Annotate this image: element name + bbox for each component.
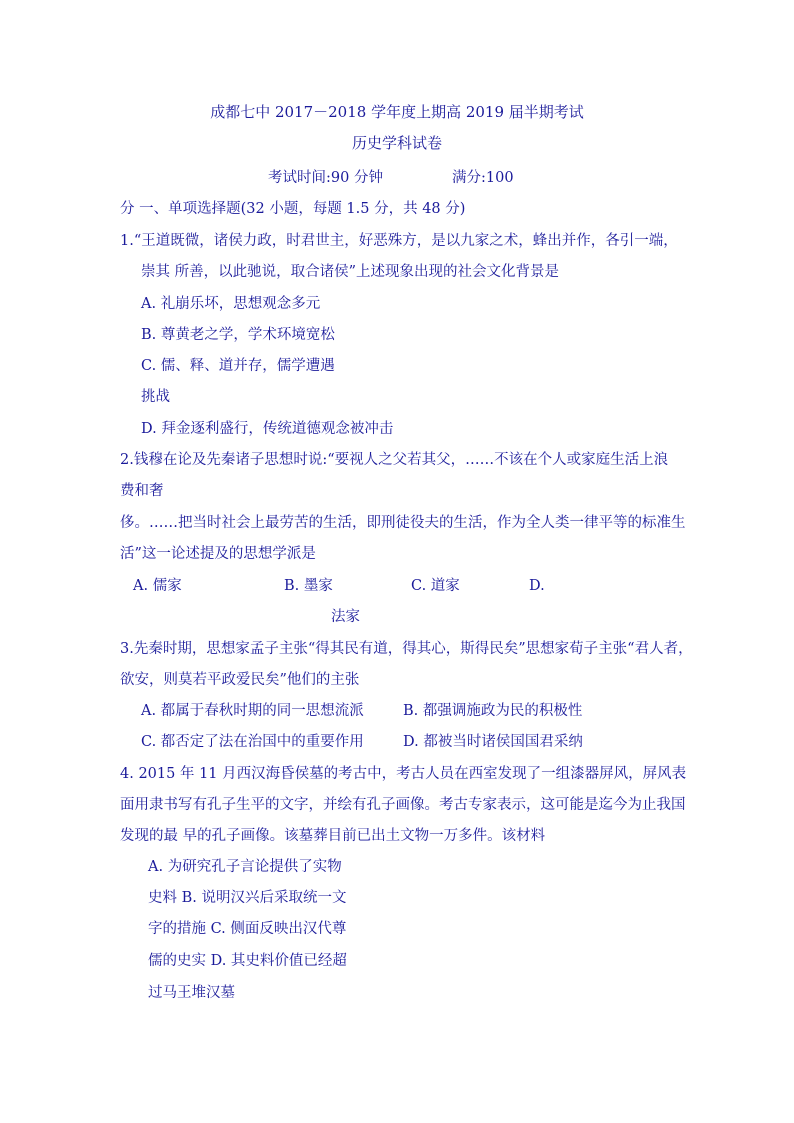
option-line: 史料 B. 说明汉兴后采取统一文 bbox=[148, 890, 347, 906]
option-line: 字的措施 C. 侧面反映出汉代尊 bbox=[148, 921, 347, 937]
option-d-continued: 法家 bbox=[331, 609, 360, 625]
question-stem-line: 发现的最 早的孔子画像。该墓葬目前已出土文物一万多件。该材料 bbox=[120, 828, 546, 844]
question-stem-line: 欲安，则莫若平政爱民矣”他们的主张 bbox=[120, 672, 360, 688]
school-title: 成都七中 2017－2018 学年度上期高 2019 届半期考试 bbox=[210, 103, 584, 121]
question-stem-line: 活”这一论述提及的思想学派是 bbox=[120, 546, 316, 562]
question-stem-line: 费和奢 bbox=[120, 483, 164, 499]
question-stem-line: 面用隶书写有孔子生平的文字，并绘有孔子画像。考古专家表示，这可能是迄今为止我国 bbox=[120, 797, 686, 813]
option-c-continued: 挑战 bbox=[141, 389, 170, 405]
question-stem-line: 崇其 所善，以此驰说，取合诸侯”上述现象出现的社会文化背景是 bbox=[141, 264, 560, 280]
option-line: 过马王堆汉墓 bbox=[148, 985, 235, 1001]
option-b: B. 尊黄老之学，学术环境宽松 bbox=[141, 327, 335, 343]
question-stem-line: 4. 2015 年 11 月西汉海昏侯墓的考古中，考古人员在西室发现了一组漆器屏风，屏风表 bbox=[120, 766, 687, 782]
option-line: 儒的史实 D. 其史料价值已经超 bbox=[148, 953, 347, 969]
option-d: D. bbox=[529, 578, 545, 594]
option-a: A. 都属于春秋时期的同一思想流派 bbox=[141, 703, 364, 719]
question-stem-line: 3.先秦时期，思想家孟子主张“得其民有道，得其心，斯得民矣”思想家荀子主张“君人者， bbox=[120, 641, 693, 657]
subject-title: 历史学科试卷 bbox=[351, 134, 442, 152]
full-score: 满分:100 bbox=[452, 170, 514, 186]
option-c: C. 道家 bbox=[411, 578, 460, 594]
section-heading: 分 一、单项选择题(32 小题，每题 1.5 分，共 48 分) bbox=[120, 201, 466, 217]
question-stem-line: 侈。……把当时社会上最劳苦的生活，即刑徒役夫的生活，作为全人类一律平等的标准生 bbox=[120, 515, 686, 531]
exam-time: 考试时间:90 分钟 bbox=[268, 170, 383, 186]
option-d: D. 拜金逐利盛行，传统道德观念被冲击 bbox=[141, 421, 394, 437]
question-stem-line: 2.钱穆在论及先秦诸子思想时说:“要视人之父若其父，……不该在个人或家庭生活上浪 bbox=[120, 452, 669, 468]
option-a: A. 礼崩乐坏，思想观念多元 bbox=[141, 296, 321, 312]
option-a: A. 儒家 bbox=[133, 578, 182, 594]
option-c: C. 儒、释、道并存，儒学遭遇 bbox=[141, 358, 335, 374]
question-stem-line: 1.“王道既微，诸侯力政，时君世主，好恶殊方，是以九家之术，蜂出并作，各引一端， bbox=[120, 233, 678, 249]
option-line: A. 为研究孔子言论提供了实物 bbox=[148, 859, 342, 875]
option-c: C. 都否定了法在治国中的重要作用 bbox=[141, 734, 364, 750]
option-b: B. 都强调施政为民的积极性 bbox=[403, 703, 583, 719]
option-d: D. 都被当时诸侯国国君采纳 bbox=[403, 734, 583, 750]
option-b: B. 墨家 bbox=[284, 578, 333, 594]
